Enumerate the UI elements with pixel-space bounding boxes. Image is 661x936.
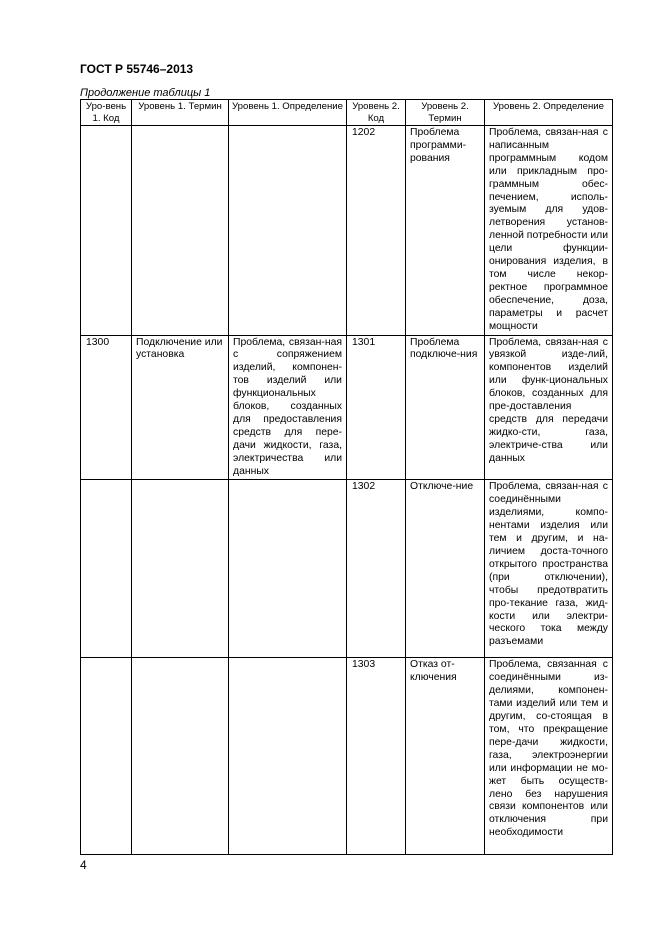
cell-level1-term — [132, 480, 229, 658]
classification-table — [80, 99, 613, 855]
cell-level1-code — [81, 126, 132, 336]
cell-level2-code: 1303 — [347, 658, 406, 855]
cell-level1-code: 1300 — [81, 335, 132, 480]
cell-level2-definition: Проблема, связан-ная с увязкой изде-лий, компонентов изделий или функ-циональных блоков, созданных для пре-доставления средств для передачи жидко-сти, газа, электриче-ства или данных — [485, 335, 613, 480]
cell-level2-term: Проблема программи-рования — [406, 126, 485, 336]
document-id: ГОСТ Р 55746–2013 — [80, 62, 194, 76]
header-level2-code: Уровень 2. Код — [347, 100, 406, 126]
header-level1-definition: Уровень 1. Определение — [229, 100, 347, 126]
cell-level1-term — [132, 126, 229, 336]
header-level1-code: Уро-вень 1. Код — [81, 100, 132, 126]
cell-level1-code — [81, 480, 132, 658]
header-level2-definition: Уровень 2. Определение — [485, 100, 613, 126]
header-level1-term: Уровень 1. Термин — [132, 100, 229, 126]
table-row — [81, 335, 613, 480]
cell-level1-term: Подключение или установка — [132, 335, 229, 480]
table-row — [81, 126, 613, 336]
cell-level1-definition — [229, 480, 347, 658]
cell-level1-definition: Проблема, связан-ная с сопряжением изделий, компонен-тов изделий или функциональных блоков, созданных для предоставления средств для пере-дачи жидкости, газа, электричества или данных — [229, 335, 347, 480]
table-row — [81, 658, 613, 855]
cell-level1-definition — [229, 126, 347, 336]
cell-level2-term: Проблема подключе-ния — [406, 335, 485, 480]
cell-level1-code — [81, 658, 132, 855]
cell-level2-code: 1302 — [347, 480, 406, 658]
table-caption: Продолжение таблицы 1 — [80, 87, 211, 99]
cell-level1-term — [132, 658, 229, 855]
cell-level2-definition: Проблема, связанная с соединёнными из-делиями, компонен-тами изделий или тем и другим, со-стоящая в том, что прекращение пере-дачи жидкости, газа, электроэнергии или информации не мо-жет быть осуществ-лено без нарушения связи компонентов или отключения при необходимости — [485, 658, 613, 855]
page-number: 4 — [80, 858, 87, 872]
cell-level2-term: Отключе-ние — [406, 480, 485, 658]
header-level2-term: Уровень 2. Термин — [406, 100, 485, 126]
cell-level2-term: Отказ от-ключения — [406, 658, 485, 855]
cell-level2-code: 1202 — [347, 126, 406, 336]
cell-level2-definition: Проблема, связан-ная с написанным программным кодом или прикладным про-граммным обес-печением, исполь-зуемым для удов-летворения установ-ленной потребности или цели функции-онирования изделия, в том числе некор-ректное программное обеспечение, доза, параметры и расчет мощности — [485, 126, 613, 336]
cell-level2-definition: Проблема, связан-ная с соединёнными изделиями, компо-нентами изделия или тем и другим, и на-личием доста-точного открытого пространства (при отключении), чтобы предотвратить про-текание газа, жид-кости или электри-ческого тока между разъемами — [485, 480, 613, 658]
table-header-row — [81, 100, 613, 126]
cell-level1-definition — [229, 658, 347, 855]
table-row — [81, 480, 613, 658]
cell-level2-code: 1301 — [347, 335, 406, 480]
